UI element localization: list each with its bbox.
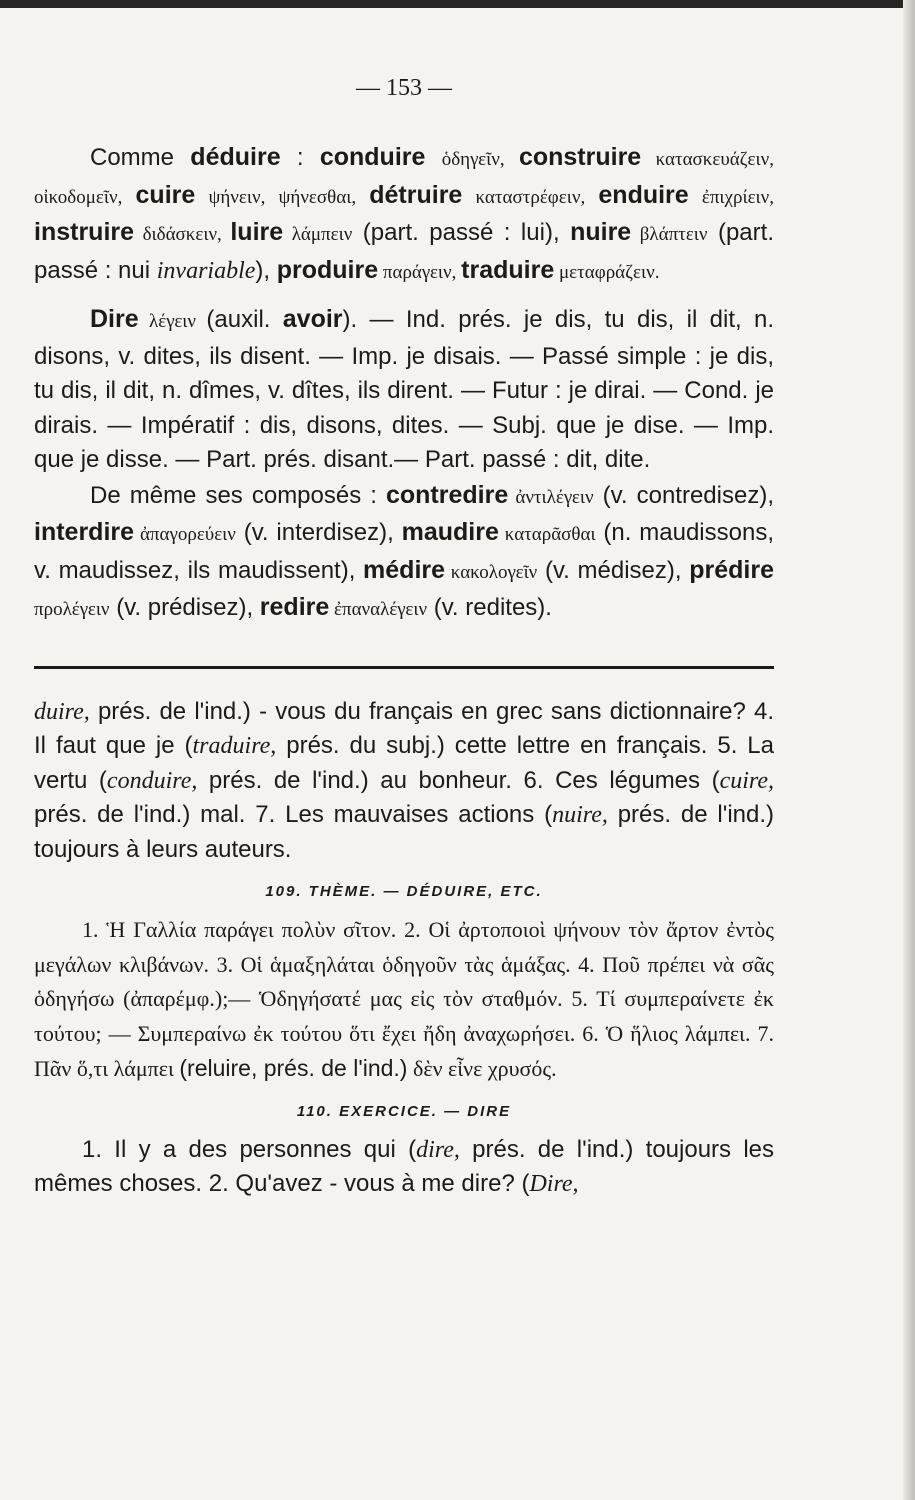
greek-gloss: κακολογεῖν (445, 561, 538, 583)
book-page (34, 70, 774, 1202)
verb: médire (363, 555, 446, 584)
paragraph-theme (34, 913, 774, 1087)
paragraph-dire (34, 302, 774, 478)
text: prés. de l'ind.) - vous du français en grec sans dictionnaire? 4. Il faut que je ( (34, 697, 774, 759)
verb: détruire (369, 180, 463, 209)
verb: avoir (282, 305, 343, 333)
verb: Dire (90, 305, 139, 333)
exercise-heading: 110. EXERCICE. — DIRE (296, 1102, 512, 1120)
greek-gloss: βλάπτειν (631, 224, 708, 245)
exercise-section (34, 1133, 774, 1202)
text: (v. redites). (427, 594, 552, 621)
text: (auxil. (206, 306, 283, 333)
italic-text: duire, (34, 698, 90, 725)
verb-list-section (34, 140, 774, 628)
verb: contredire (385, 480, 509, 509)
greek-gloss: παράγειν, (378, 261, 462, 283)
text: prés. de l'ind.) au bonheur. 6. Ces légumes ( (197, 766, 720, 794)
verb: nuire (570, 218, 632, 246)
greek-gloss: ἀντιλέγειν (508, 486, 594, 508)
page-top-edge (0, 0, 915, 8)
greek-gloss: ψήνειν, ψήνεσθαι, (195, 186, 370, 208)
verb: instruire (34, 218, 135, 246)
text: (v. médisez), (537, 556, 690, 584)
exercise-continuation (34, 695, 774, 868)
verb: déduire (190, 143, 281, 171)
verb: conduire (319, 143, 426, 171)
text: (v. interdisez), (235, 519, 402, 546)
greek-gloss: διδάσκειν, (134, 224, 231, 245)
greek-gloss: ἐπαναλέγειν (329, 599, 428, 620)
verb: produire (276, 255, 379, 284)
section-divider (34, 666, 774, 669)
verb: enduire (598, 180, 689, 209)
text: Comme (90, 144, 191, 171)
text: (part. passé : lui), (352, 219, 571, 246)
text: prés. de l'ind.) toujours les mêmes choses. 2. Qu'avez - vous à me dire? ( (34, 1135, 774, 1197)
paragraph-exercise (34, 1133, 774, 1202)
italic-text: nuire, (552, 802, 608, 828)
text: (reluire, prés. de l'ind.) (179, 1055, 408, 1081)
greek-gloss: ἀπαγορεύειν (134, 524, 236, 545)
text: (part. passé : nui (34, 219, 774, 284)
verb: traduire (461, 255, 555, 284)
text: ), (255, 256, 277, 284)
text: prés. du subj.) cette lettre en français. 5. La vertu ( (34, 732, 774, 794)
page-right-edge (903, 0, 915, 1500)
verb: luire (230, 218, 284, 246)
greek-gloss: προλέγειν (34, 599, 110, 620)
italic-text: invariable (156, 257, 256, 284)
greek-text: 1. Ἡ Γαλλία παράγει πολὺν σῖτον. 2. Οἱ ἀρτοποιοὶ ψήνουν τὸν ἄρτον ἐντὸς μεγάλων κλιβάνων. 3. Οἱ ἁμαξηλάται ὁδηγοῦν τὰς ἁμάξας. 4. Ποῦ πρέπει νὰ σᾶς ὁδηγήσω (ἀπαρέμφ.);— Ὁδηγήσατέ μας εἰς τὸν σταθμόν. 5. Τί συμπεραίνετε ἐκ τούτου; — Συμπεραίνω ἐκ τούτου ὅτι ἔχει ἤδη ἀναχωρήσει. 6. Ὁ ἥλιος λάμπει. 7. Πᾶν ὅ,τι λάμπει (34, 917, 774, 1081)
text: (v. prédisez), (109, 594, 260, 621)
verb: interdire (34, 518, 135, 546)
text: : (280, 144, 320, 171)
greek-gloss: λέγειν (138, 311, 207, 332)
text: De même ses composés : (90, 481, 386, 509)
greek-text: δὲν εἶνε χρυσός. (407, 1056, 557, 1081)
verb: maudire (401, 518, 499, 546)
greek-gloss: καταρᾶσθαι (498, 524, 596, 545)
greek-gloss: κατασκευάζειν, οἰκοδομεῖν, (34, 149, 774, 208)
text: ). — Ind. prés. je dis, tu dis, il dit, n. disons, v. dites, ils disent. — Imp. je disais. — Passé simple : je dis, tu dis, il dit, n. dîmes, v. dîtes, ils dirent. — Futur : je dirai. — Cond. je dirais. — Impératif : dis, disons, dites. — Subj. que je dise. — Imp. que je disse. — Part. prés. disant.— Part. passé : dit, dite. (34, 306, 775, 473)
italic-text: Dire, (529, 1171, 579, 1197)
greek-gloss: καταστρέφειν, (462, 186, 599, 208)
text: prés. de l'ind.) toujours à leurs auteurs. (34, 801, 775, 863)
paragraph-continuation (34, 695, 774, 868)
verb: prédire (689, 555, 774, 584)
verb: construire (518, 143, 642, 171)
text: prés. de l'ind.) mal. 7. Les mauvaises actions ( (34, 801, 553, 828)
paragraph-composes (34, 478, 774, 628)
text: 1. Il y a des personnes qui ( (82, 1135, 417, 1163)
text: (n. maudissons, v. maudissez, ils maudissent), (34, 519, 774, 584)
verb: redire (259, 593, 330, 621)
paragraph-deduire (34, 140, 774, 290)
theme-section (34, 913, 774, 1087)
greek-gloss: ἐπιχρίειν, (688, 186, 775, 208)
italic-text: cuire, (719, 767, 775, 794)
theme-heading: 109. THÈME. — DÉDUIRE, ETC. (265, 883, 543, 900)
italic-text: dire, (416, 1136, 460, 1163)
italic-text: conduire, (106, 767, 198, 794)
page-number: — 153 — (356, 75, 452, 101)
greek-gloss: λάμπειν (283, 224, 353, 245)
italic-text: traduire, (192, 733, 277, 759)
text: (v. contredisez), (593, 481, 774, 509)
verb: cuire (135, 180, 196, 209)
greek-gloss: ὁδηγεῖν, (441, 149, 519, 170)
greek-gloss: μεταφράζειν. (554, 261, 660, 283)
